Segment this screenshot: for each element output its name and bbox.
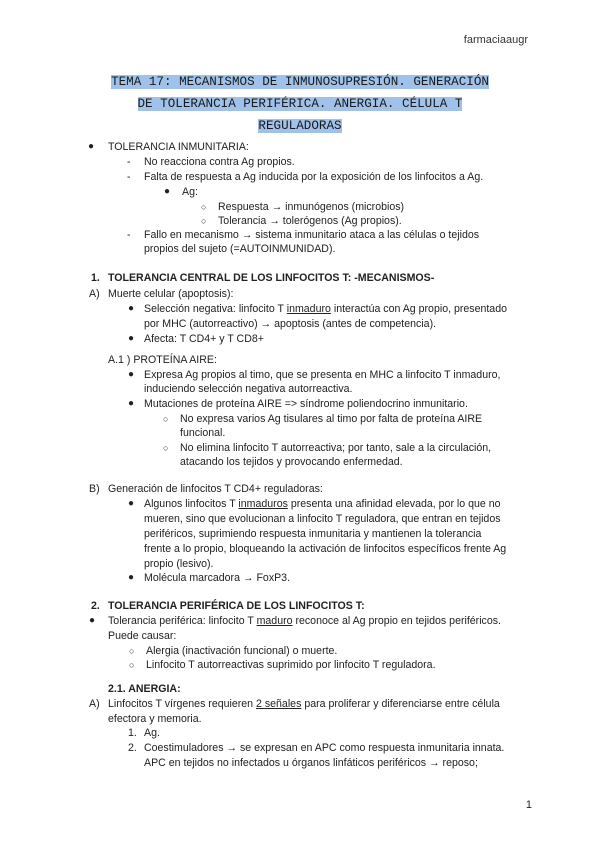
marker-line: Molécula marcadora → FoxP3. bbox=[144, 572, 291, 584]
list-number-1: 1. bbox=[128, 727, 137, 739]
dash-icon: - bbox=[127, 156, 131, 168]
aire-line-1b: induciendo selección negativa autorreactiva. bbox=[144, 383, 353, 395]
intro-line-2: Falta de respuesta a Ag inducida por la exposición de los linfocitos a Ag. bbox=[144, 171, 484, 183]
negative-selection-line-1: Selección negativa: linfocito T inmaduro interactúa con Ag propio, presentado bbox=[144, 303, 507, 315]
section-1-a-text: Muerte celular (apoptosis): bbox=[108, 288, 234, 300]
aire-subheading: A.1 ) PROTEÍNA AIRE: bbox=[108, 354, 217, 366]
negative-selection-line-2: por MHC (autorreactivo) → apoptosis (antes de competencia). bbox=[144, 318, 437, 330]
bullet-icon: ● bbox=[128, 498, 135, 509]
intro-line-1: No reacciona contra Ag propios. bbox=[144, 156, 295, 168]
aire-line-1a: Expresa Ag propios al timo, que se presenta en MHC a linfocito T inmaduro, bbox=[144, 369, 501, 381]
anergia-line-1: Linfocitos T vírgenes requieren 2 señales para proliferar y diferenciarse entre célula bbox=[108, 698, 500, 710]
ring-bullet-icon: ○ bbox=[129, 646, 135, 656]
aire-line-2: Mutaciones de proteína AIRE => síndrome poliendocrino inmunitario. bbox=[144, 398, 468, 410]
intro-line-3b: propios del sujeto (=AUTOINMUNIDAD). bbox=[144, 243, 336, 255]
document-title bbox=[70, 71, 530, 137]
intro-ag-tolerance: Tolerancia → tolerógenos (Ag propios). bbox=[218, 215, 402, 227]
regulatory-line-1: Algunos linfocitos T inmaduros presenta una afinidad elevada, por lo que no bbox=[144, 498, 501, 510]
dash-icon: - bbox=[127, 171, 131, 183]
anergia-a-label: A) bbox=[89, 698, 100, 710]
regulatory-line-4: frente a lo propio, bloqueando la activación de linfocitos específicos frente Ag bbox=[144, 543, 507, 555]
section-2-number: 2. bbox=[91, 600, 100, 612]
signal-1: Ag. bbox=[144, 727, 160, 739]
bullet-icon: ● bbox=[128, 572, 135, 583]
title-line-2: DE TOLERANCIA PERIFÉRICA. ANERGIA. CÉLULA T bbox=[137, 97, 463, 111]
regulatory-line-2: mueren, sino que evolucionan a linfocito T reguladora, que entran en tejidos bbox=[144, 513, 501, 525]
ring-bullet-icon: ○ bbox=[201, 202, 207, 212]
aire-effect-1b: funcional. bbox=[180, 427, 226, 439]
anergia-subheading: 2.1. ANERGIA: bbox=[108, 683, 181, 695]
title-line-1: TEMA 17: MECANISMOS DE INMUNOSUPRESIÓN. GENERACIÓN bbox=[111, 75, 489, 89]
section-1-number: 1. bbox=[91, 272, 100, 284]
signal-2-line-1: Coestimuladores → se expresan en APC como respuesta inmunitaria innata. bbox=[144, 742, 505, 754]
aire-effect-1a: No expresa varios Ag tisulares al timo por falta de proteína AIRE bbox=[180, 413, 483, 425]
section-1-a-label: A) bbox=[89, 288, 100, 300]
aire-effect-2b: atacando los tejidos y provocando enfermedad. bbox=[180, 456, 403, 468]
ring-bullet-icon: ○ bbox=[129, 660, 135, 670]
section-1-b-label: B) bbox=[89, 483, 100, 495]
bullet-icon: ● bbox=[128, 369, 135, 380]
anergia-line-2: efectora y memoria. bbox=[108, 713, 202, 725]
aire-effect-2a: No elimina linfocito T autorreactiva; por tanto, sale a la circulación, bbox=[180, 442, 492, 454]
signal-2-line-2: APC en tejidos no infectados u órganos linfáticos periféricos → reposo; bbox=[144, 757, 478, 769]
page-header: farmaciaaugr bbox=[463, 34, 528, 46]
affects-line: Afecta: T CD4+ y T CD8+ bbox=[144, 333, 264, 345]
list-number-2: 2. bbox=[128, 742, 137, 754]
page-number: 1 bbox=[525, 799, 532, 811]
bullet-icon: ● bbox=[89, 615, 96, 626]
bullet-icon: ● bbox=[128, 398, 135, 409]
regulatory-line-3: periféricos, suprimiendo respuesta inmunitaria y mantienen la tolerancia bbox=[144, 528, 482, 540]
section-1-title: TOLERANCIA CENTRAL DE LOS LINFOCITOS T: -MECANISMOS- bbox=[108, 272, 435, 284]
bullet-icon: ● bbox=[128, 333, 135, 344]
intro-line-3a: Fallo en mecanismo → sistema inmunitario ataca a las células o tejidos bbox=[144, 229, 480, 241]
peripheral-effect-2: Linfocito T autorreactivas suprimido por linfocito T reguladora. bbox=[146, 659, 436, 671]
bullet-icon: ● bbox=[88, 141, 95, 152]
bullet-icon: ● bbox=[128, 303, 135, 314]
title-line-3: REGULADORAS bbox=[258, 119, 342, 133]
peripheral-line-1: Tolerancia periférica: linfocito T maduro reconoce al Ag propio en tejidos periféricos. bbox=[108, 615, 501, 627]
peripheral-line-2: Puede causar: bbox=[108, 630, 177, 642]
ring-bullet-icon: ○ bbox=[201, 216, 207, 226]
section-2-title: TOLERANCIA PERIFÉRICA DE LOS LINFOCITOS T: bbox=[108, 600, 365, 612]
regulatory-line-5: propio (lesivo). bbox=[144, 558, 214, 570]
dash-icon: - bbox=[127, 229, 131, 241]
ring-bullet-icon: ○ bbox=[163, 414, 169, 424]
intro-heading: TOLERANCIA INMUNITARIA: bbox=[108, 141, 249, 153]
section-1-b-text: Generación de linfocitos T CD4+ reguladoras: bbox=[108, 483, 323, 495]
bullet-icon: ● bbox=[164, 186, 171, 197]
intro-ag-response: Respuesta → inmunógenos (microbios) bbox=[218, 201, 405, 213]
peripheral-effect-1: Alergia (inactivación funcional) o muerte. bbox=[146, 645, 338, 657]
intro-ag: Ag: bbox=[182, 186, 198, 198]
ring-bullet-icon: ○ bbox=[163, 443, 169, 453]
